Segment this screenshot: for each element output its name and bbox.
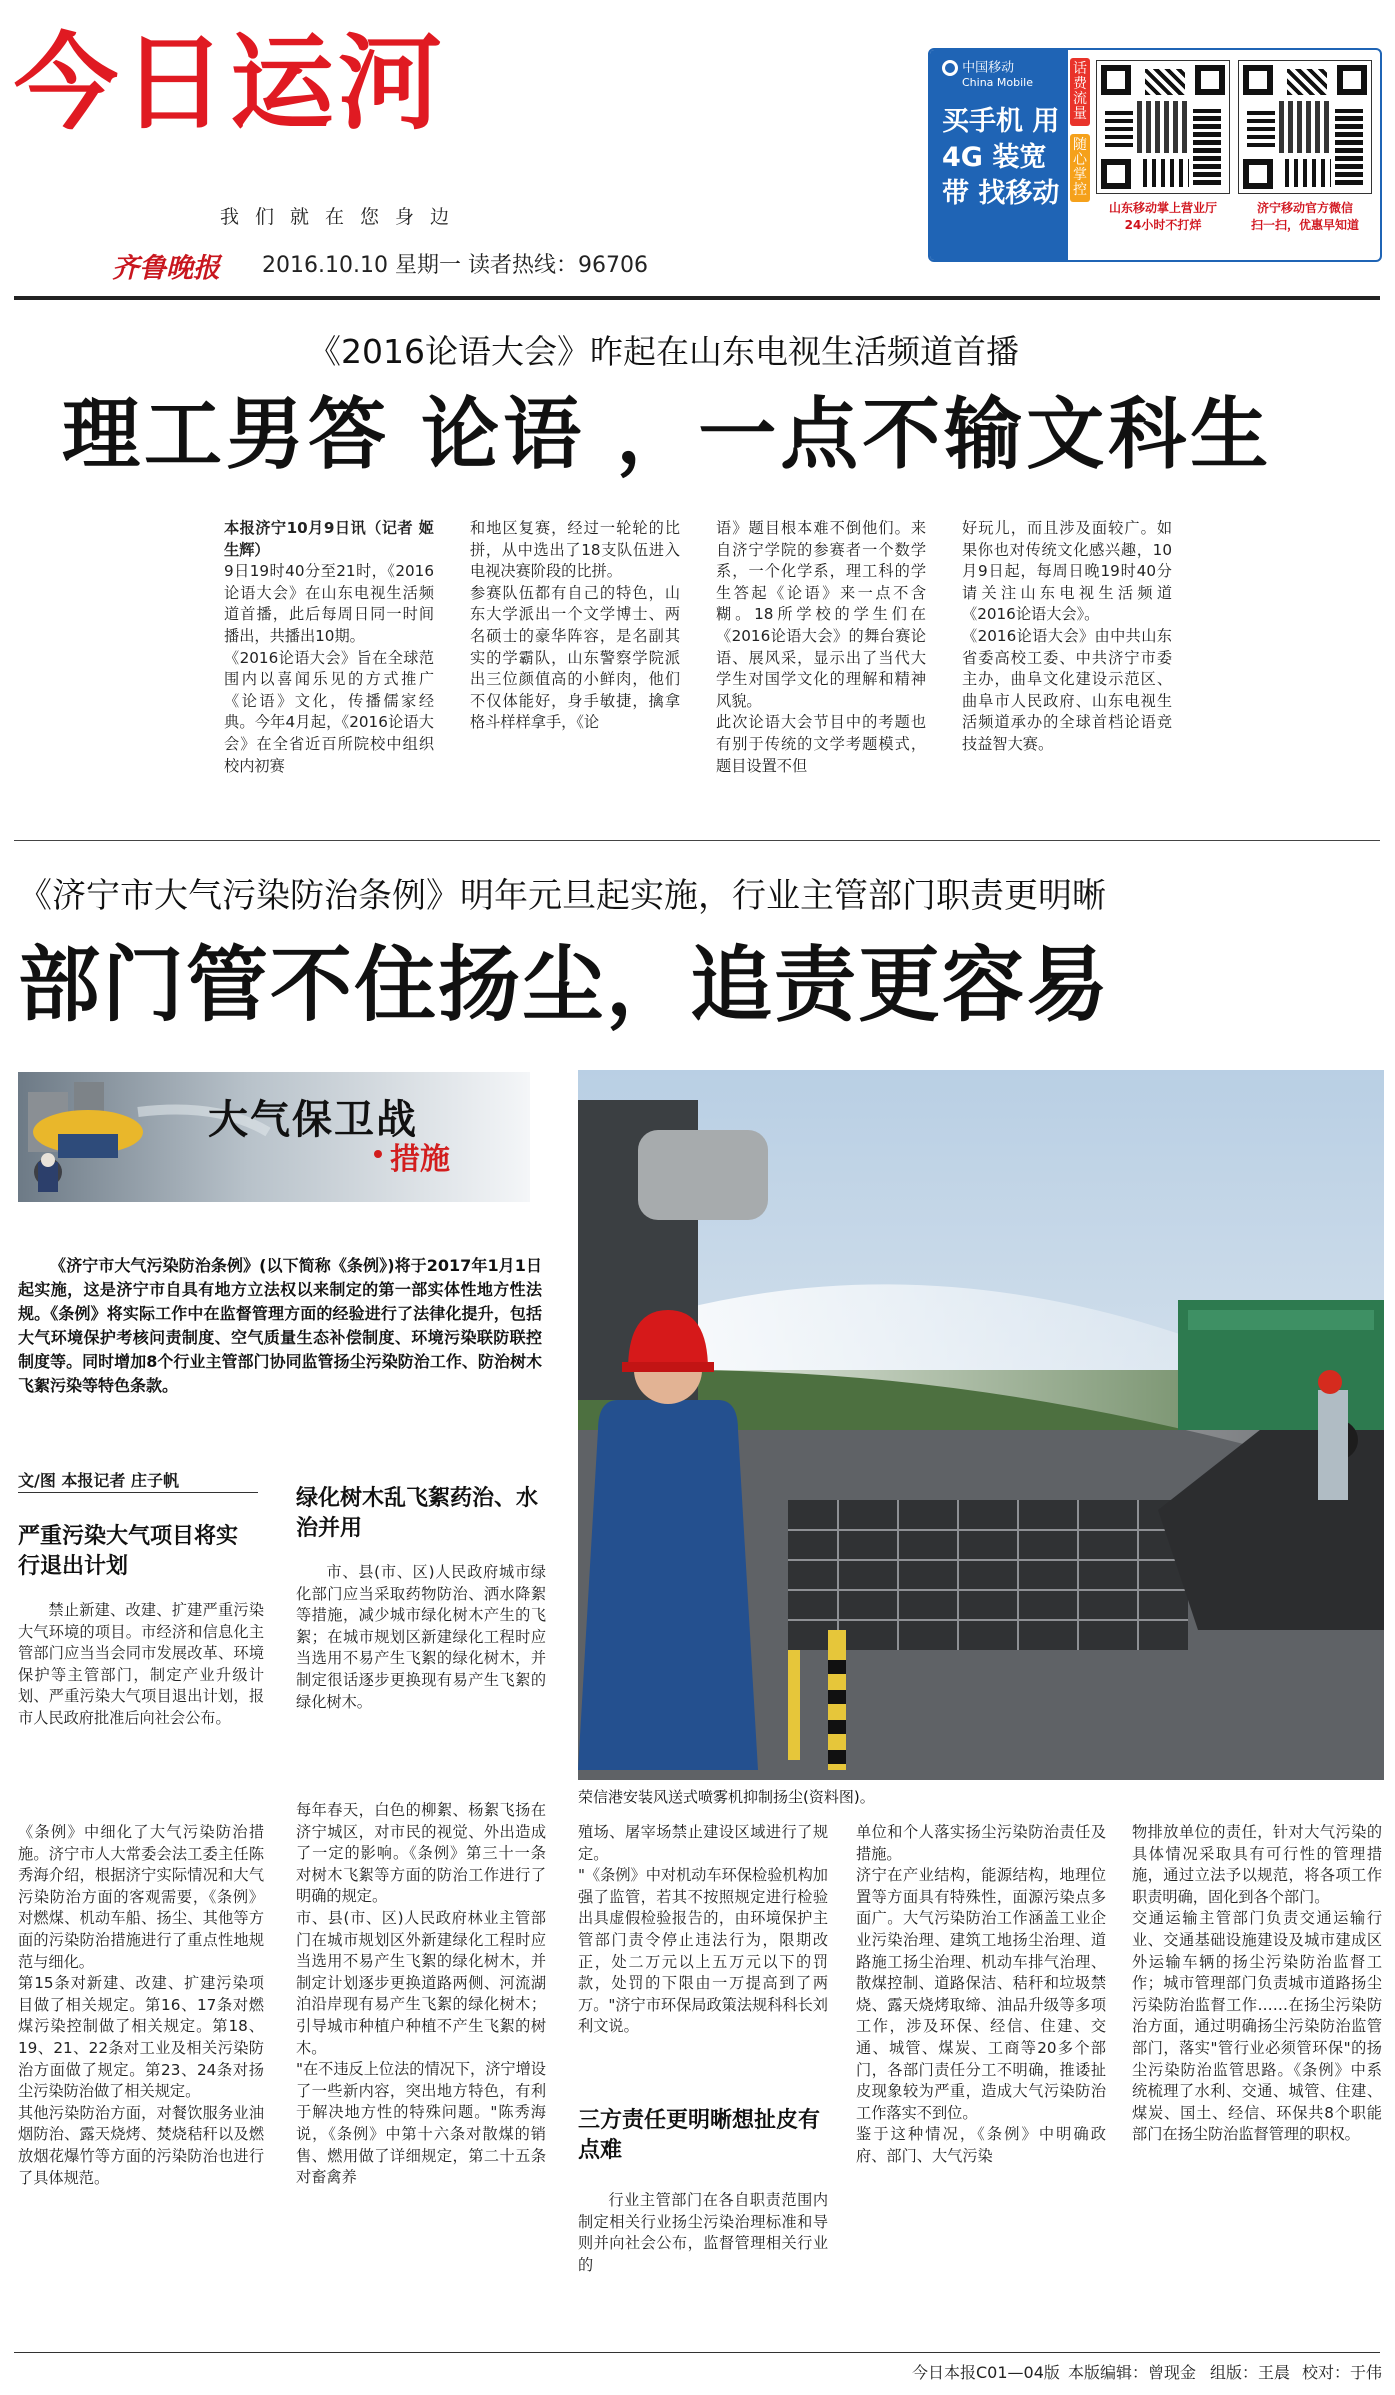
story1-col3-text: 语》题目根本难不倒他们。来自济宁学院的参赛者一个数学系，一个化学系，理工科的学生答起《论语》来一点不含糊。18所学校的学生们在《2016论语大会》的舞台赛论语、展风采，显示出了当代大学生对国学文化的理解和精神风貌。 此次论语大会节目中的考题也有别于传统的文学考题模式，题目设置不但	[716, 519, 926, 775]
ad-caption-2: 济宁移动官方微信 扫一扫，优惠早知道	[1250, 201, 1359, 232]
footer-proofreader: 校对：于伟	[1302, 2363, 1383, 2382]
reader-hotline: 读者热线：96706	[467, 253, 648, 278]
story2-col-b-top	[296, 1562, 546, 1812]
story2-column-5	[1132, 1822, 1382, 2302]
story1-column-1	[224, 518, 434, 802]
dateline	[262, 248, 648, 279]
sprayer-photo	[578, 1070, 1384, 1780]
story2-lead-text: 《济宁市大气污染防治条例》(以下简称《条例》)将于2017年1月1日起实施，这是济宁市自具有地方立法权以来制定的第一部实体性地方性法规。《条例》将实际工作中在监督管理方面的经验进行了法律化提升，包括大气环境保护考核问责制度、空气质量生态补偿制度、环境污染联防联控制度等。同时增加8个行业主管部门协同监管扬尘污染防治工作、防治树木飞絮污染等特色条款。	[18, 1256, 542, 1395]
qr-code-icon[interactable]	[1238, 60, 1372, 194]
ad-caption-1: 山东移动掌上营业厅 24小时不打烊	[1108, 201, 1217, 232]
story1-subhead: 《2016论语大会》昨起在山东电视生活频道首播	[308, 332, 1019, 371]
story2-lead	[18, 1254, 542, 1422]
ad-tag-1: 话费流量	[1070, 58, 1090, 126]
masthead-slogan: 我们就在您身边	[220, 206, 466, 228]
story2-col1-text: 《条例》中细化了大气污染防治措施。济宁市人大常委会法工委主任陈秀海介绍，根据济宁实际情况和大气污染防治方面的客观需要，《条例》对燃煤、机动车船、扬尘、其他等方面的污染防治措施进行了重点性地规范与细化。 第15条对新建、改建、扩建污染项目做了相关规定。第16、17条对燃煤污染控制做了相关规定。第18、19、21、22条对工业及相关污染防治方面做了规定。第23、24条对扬尘污染防治做了相关规定。 其他污染防治方面，对餐饮服务业油烟防治、露天烧烤、焚烧秸秆以及燃放烟花爆竹等方面的污染防治也进行了具体规范。	[18, 1823, 264, 2187]
story2-column-1	[18, 1822, 264, 2302]
footer-editor: 本版编辑：曾现金	[1068, 2363, 1197, 2382]
story1-byline: 本报济宁10月9日讯（记者 姬生辉）	[224, 519, 434, 559]
story2-column-2	[296, 1800, 546, 2308]
banner-dot-icon	[374, 1150, 382, 1158]
qr-code-icon[interactable]	[1096, 60, 1230, 194]
story2-byline: 文/图 本报记者 庄子帆	[18, 1471, 179, 1490]
story1-column-2	[470, 518, 680, 802]
footer-pages: 今日本报C01—04版	[912, 2363, 1060, 2382]
banner-title: 大气保卫战	[208, 1097, 418, 1143]
series-banner	[18, 1072, 530, 1202]
story-divider	[14, 840, 1380, 841]
news-photo	[578, 1070, 1384, 1780]
story1-column-3	[716, 518, 926, 802]
story1-headline: 理工男答 论语 ，一点不输文科生	[62, 390, 1273, 480]
footer-designer: 组版：王晨	[1210, 2363, 1291, 2382]
china-mobile-ad[interactable]	[928, 48, 1382, 262]
masthead-title: 今日运河	[14, 22, 447, 144]
photo-caption: 荣信港安装风送式喷雾机抑制扬尘(资料图)。	[578, 1788, 875, 1806]
ad-left-panel	[930, 50, 1068, 260]
byline-rule	[18, 1492, 258, 1493]
ad-brand-en: China Mobile	[962, 76, 1034, 89]
story2-column-3	[578, 1822, 828, 2090]
masthead-rule	[14, 296, 1380, 300]
story2-col3-text: 殖场、屠宰场禁止建设区域进行了规定。 "《条例》中对机动车环保检验机构加强了监管，若其不按照规定进行检验出具虚假检验报告的，由环境保护主管部门责令停止违法行为，限期改正，处二万元以上五万元以下的罚款，处罚的下限由一万提高到了两万。"济宁市环保局政策法规科科长刘利文说。	[578, 1823, 828, 2036]
issue-weekday: 星期一	[394, 253, 461, 278]
story2-column-4	[856, 1822, 1106, 2302]
issue-date: 2016.10.10	[262, 253, 388, 278]
ad-tag-2: 随心掌控	[1070, 134, 1090, 202]
story2-headline: 部门管不住扬尘，追责更容易	[18, 938, 1111, 1033]
banner-tag: 措施	[390, 1142, 450, 1177]
story1-col2-text: 和地区复赛，经过一轮轮的比拼，从中选出了18支队伍进入电视决赛阶段的比拼。 参赛队伍都有自己的特色，山东大学派出一个文学博士、两名硕士的豪华阵容，是名副其实的学霸队，山东警察学院派出三位颜值高的小鲜肉，他们不仅体能好，身手敏捷，擒拿格斗样样拿手，《论	[470, 519, 680, 732]
story2-col-a-top	[18, 1600, 264, 1810]
ad-slogan: 买手机 用4G 装宽带 找移动	[942, 106, 1060, 209]
paper-logo: 齐鲁晚报	[112, 253, 220, 284]
col-b-top-text: 市、县(市、区)人民政府城市绿化部门应当采取药物防治、洒水降絮等措施，减少城市绿化树木产生的飞絮；在城市规划区新建绿化工程时应当选用不易产生飞絮的绿化树木，并制定很话逐步更换现有易产生飞絮的绿化树木。	[296, 1563, 546, 1711]
col-a-top-text: 禁止新建、改建、扩建严重污染大气环境的项目。市经济和信息化主管部门应当当会同市发展改革、环境保护等主管部门，制定产业升级计划、严重污染大气项目退出计划，报市人民政府批准后向社会公布。	[18, 1601, 264, 1727]
story2-col5-text: 物排放单位的责任，针对大气污染的具体情况采取具有可行性的管理措施，通过立法予以规范，将各项工作职责明确，固化到各个部门。 交通运输主管部门负责交通运输行业、交通基础设施建设及城市建成区外运输车辆的扬尘污染防治监督工作；城市管理部门负责城市道路扬尘污染防治监督工作……在扬尘污染防治方面，通过明确扬尘污染防治监管部门，落实"管行业必须管环保"的扬尘污染防治监管思路。《条例》中系统梳理了水利、交通、城管、住建、煤炭、国土、经信、环保共8个职能部门在扬尘防治监督管理的职权。	[1132, 1823, 1382, 2144]
china-mobile-logo	[942, 60, 1033, 90]
ad-brand-cn: 中国移动	[962, 60, 1015, 76]
story2-column-3-bottom	[578, 2190, 828, 2302]
story1-col1-text: 9日19时40分至21时，《2016论语大会》在山东电视生活频道首播，此后每周日同一时间播出，共播出10期。 《2016论语大会》旨在全球范围内以喜闻乐见的方式推广《论语》文化，传播儒家经典。今年4月起，《2016论语大会》在全省近百所院校中组织校内初赛	[224, 562, 434, 775]
story1-col4-text: 好玩儿，而且涉及面较广。如果你也对传统文化感兴趣，10月9日起，每周日晚19时40分请关注山东电视生活频道《2016论语大会》。 《2016论语大会》由中共山东省委高校工委、中共济宁市委主办，曲阜文化建设示范区、曲阜市人民政府、山东电视生活频道承办的全球首档论语竞技益智大赛。	[962, 519, 1172, 753]
story2-col2-text: 每年春天，白色的柳絮、杨絮飞扬在济宁城区，对市民的视觉、外出造成了一定的影响。《条例》第三十一条对树木飞絮等方面的防治工作进行了明确的规定。 市、县(市、区)人民政府林业主管部门在城市规划区外新建绿化工程时应当选用不易产生飞絮的绿化树木，并制定计划逐步更换道路两侧、河流湖泊沿岸现有易产生飞絮的绿化树木；引导城市种植户种植不产生飞絮的树木。 "在不违反上位法的情况下，济宁增设了一些新内容，突出地方特色，有利于解决地方性的特殊问题。"陈秀海说，《条例》中第十六条对散煤的销售、燃用做了详细规定，第二十五条对畜禽养	[296, 1801, 546, 2187]
china-mobile-logo-icon	[942, 60, 958, 76]
section-heading-2: 绿化树木乱飞絮药治、水治并用	[296, 1486, 539, 1541]
story2-col4-text: 单位和个人落实扬尘污染防治责任及措施。 济宁在产业结构，能源结构，地理位置等方面具有特殊性，面源污染点多面广。大气污染防治工作涵盖工业企业污染治理、建筑工地扬尘治理、道路施工扬尘治理、机动车排气治理、散煤控制、道路保洁、秸秆和垃圾禁烧、露天烧烤取缔、油品升级等多项工作，涉及环保、经信、住建、交通、城管、煤炭、工商等20多个部门，各部门责任分工不明确，推诿扯皮现象较为严重，造成大气污染防治工作落实不到位。 鉴于这种情况，《条例》中明确政府、部门、大气污染	[856, 1823, 1106, 2165]
footer-rule	[14, 2352, 1380, 2353]
section-heading-1: 严重污染大气项目将实行退出计划	[18, 1524, 239, 1579]
section-heading-3: 三方责任更明晰想扯皮有点难	[578, 2108, 821, 2163]
story2-subhead: 《济宁市大气污染防治条例》明年元旦起实施，行业主管部门职责更明晰	[18, 876, 1106, 916]
story1-column-4	[962, 518, 1172, 802]
story2-col3-bottom-text: 行业主管部门在各自职责范围内制定相关行业扬尘污染治理标准和导则并向社会公布，监督管理相关行业的	[578, 2191, 828, 2274]
